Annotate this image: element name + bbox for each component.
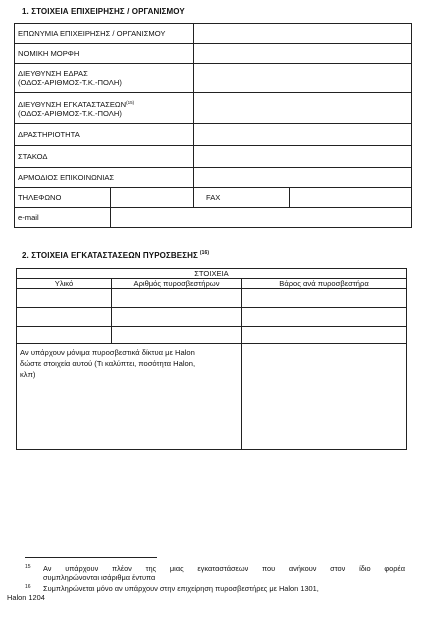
weight-cell[interactable] (242, 308, 407, 327)
weight-cell[interactable] (242, 327, 407, 344)
column-header-material: Υλικό (17, 279, 112, 289)
stakod-label: ΣΤΑΚΟΔ (15, 146, 194, 168)
fax-field[interactable] (290, 188, 412, 208)
section2-title: 2. ΣΤΟΙΧΕΙΑ ΕΓΚΑΤΑΣΤΑΣΕΩΝ ΠΥΡΟΣΒΕΣΗΣ $^{(16)}$ (22, 250, 210, 260)
table-row (15, 44, 412, 64)
contact-person-label: ΑΡΜΟΔΙΟΣ ΕΠΙΚΟΙΝΩΝΙΑΣ (15, 168, 194, 188)
facilities-address-field[interactable] (194, 93, 412, 124)
footnote-ref-16: (16) (199, 250, 210, 256)
count-cell[interactable] (112, 327, 242, 344)
material-cell[interactable] (17, 289, 112, 308)
fax-label: FAX (194, 188, 290, 208)
material-cell[interactable] (17, 327, 112, 344)
material-cell[interactable] (17, 308, 112, 327)
legal-form-field[interactable] (194, 44, 412, 64)
halon-network-field[interactable] (242, 344, 407, 450)
legal-form-label: ΝΟΜΙΚΗ ΜΟΡΦΗ (15, 44, 194, 64)
phone-field[interactable] (111, 188, 194, 208)
column-header-weight-per-extinguisher: Βάρος ανά πυροσβεστήρα (242, 279, 407, 289)
phone-label: ΤΗΛΕΦΩΝΟ (15, 188, 111, 208)
hq-address-label: ΔΙΕΥΘΥΝΣΗ ΕΔΡΑΣ (ΟΔΟΣ-ΑΡΙΘΜΟΣ-Τ.Κ.-ΠΟΛΗ) (15, 64, 194, 93)
stakod-field[interactable] (194, 146, 412, 168)
table-row (17, 269, 407, 279)
activity-label: ΔΡΑΣΤΗΡΙΟΤΗΤΑ (15, 124, 194, 146)
company-name-label: ΕΠΩΝΥΜΙΑ ΕΠΙΧΕΙΡΗΣΗΣ / ΟΡΓΑΝΙΣΜΟΥ (15, 24, 194, 44)
count-cell[interactable] (112, 289, 242, 308)
table-row (15, 124, 412, 146)
count-cell[interactable] (112, 308, 242, 327)
table-row (17, 308, 407, 327)
footnote-ref-15: (15) (126, 100, 135, 105)
company-name-field[interactable] (194, 24, 412, 44)
facilities-address-label: ΔΙΕΥΘΥΝΣΗ ΕΓΚΑΤΑΣΤΑΣΕΩΝ$^{(15)}$ (ΟΔΟΣ-ΑΡΙΘΜΟΣ-Τ.Κ.-ΠΟΛΗ) (15, 93, 194, 124)
section1-title: 1. ΣΤΟΙΧΕΙΑ ΕΠΙΧΕΙΡΗΣΗΣ / ΟΡΓΑΝΙΣΜΟΥ (22, 7, 185, 16)
email-field[interactable] (111, 208, 412, 228)
table-row (17, 279, 407, 289)
table-row (15, 188, 412, 208)
table-row (15, 146, 412, 168)
fire-extinguisher-table (16, 268, 407, 450)
table-row (17, 344, 407, 450)
footnote-divider (25, 557, 157, 558)
company-info-table (14, 23, 412, 228)
table-row (15, 24, 412, 44)
table-row (15, 93, 412, 124)
contact-person-field[interactable] (194, 168, 412, 188)
footnote-16: 16 Συμπληρώνεται μόνο αν υπάρχουν στην επιχείρηση πυροσβεστήρες με Halon 1301, Halon 1204 (7, 584, 319, 602)
table-header-stoixeia: ΣΤΟΙΧΕΙΑ (17, 269, 407, 279)
activity-field[interactable] (194, 124, 412, 146)
table-row (17, 327, 407, 344)
table-row (17, 289, 407, 308)
table-row (15, 168, 412, 188)
weight-cell[interactable] (242, 289, 407, 308)
table-row (15, 64, 412, 93)
halon-network-label: Αν υπάρχουν μόνιμα πυροσβεστικά δίκτυα με Halon δώστε στοιχεία αυτού (Τι καλύπτει, ποσότητα Halon, κλπ) (17, 344, 242, 450)
column-header-extinguisher-count: Αριθμός πυροσβεστήρων (112, 279, 242, 289)
email-label: e-mail (15, 208, 111, 228)
table-row (15, 208, 412, 228)
hq-address-field[interactable] (194, 64, 412, 93)
footnote-15: 15 Αν υπάρχουν πλέον της μιας εγκαταστάσεων που ανήκουν στον ίδιο φορέα συμπληρώνονται ισάριθμα έντυπα (25, 564, 405, 582)
